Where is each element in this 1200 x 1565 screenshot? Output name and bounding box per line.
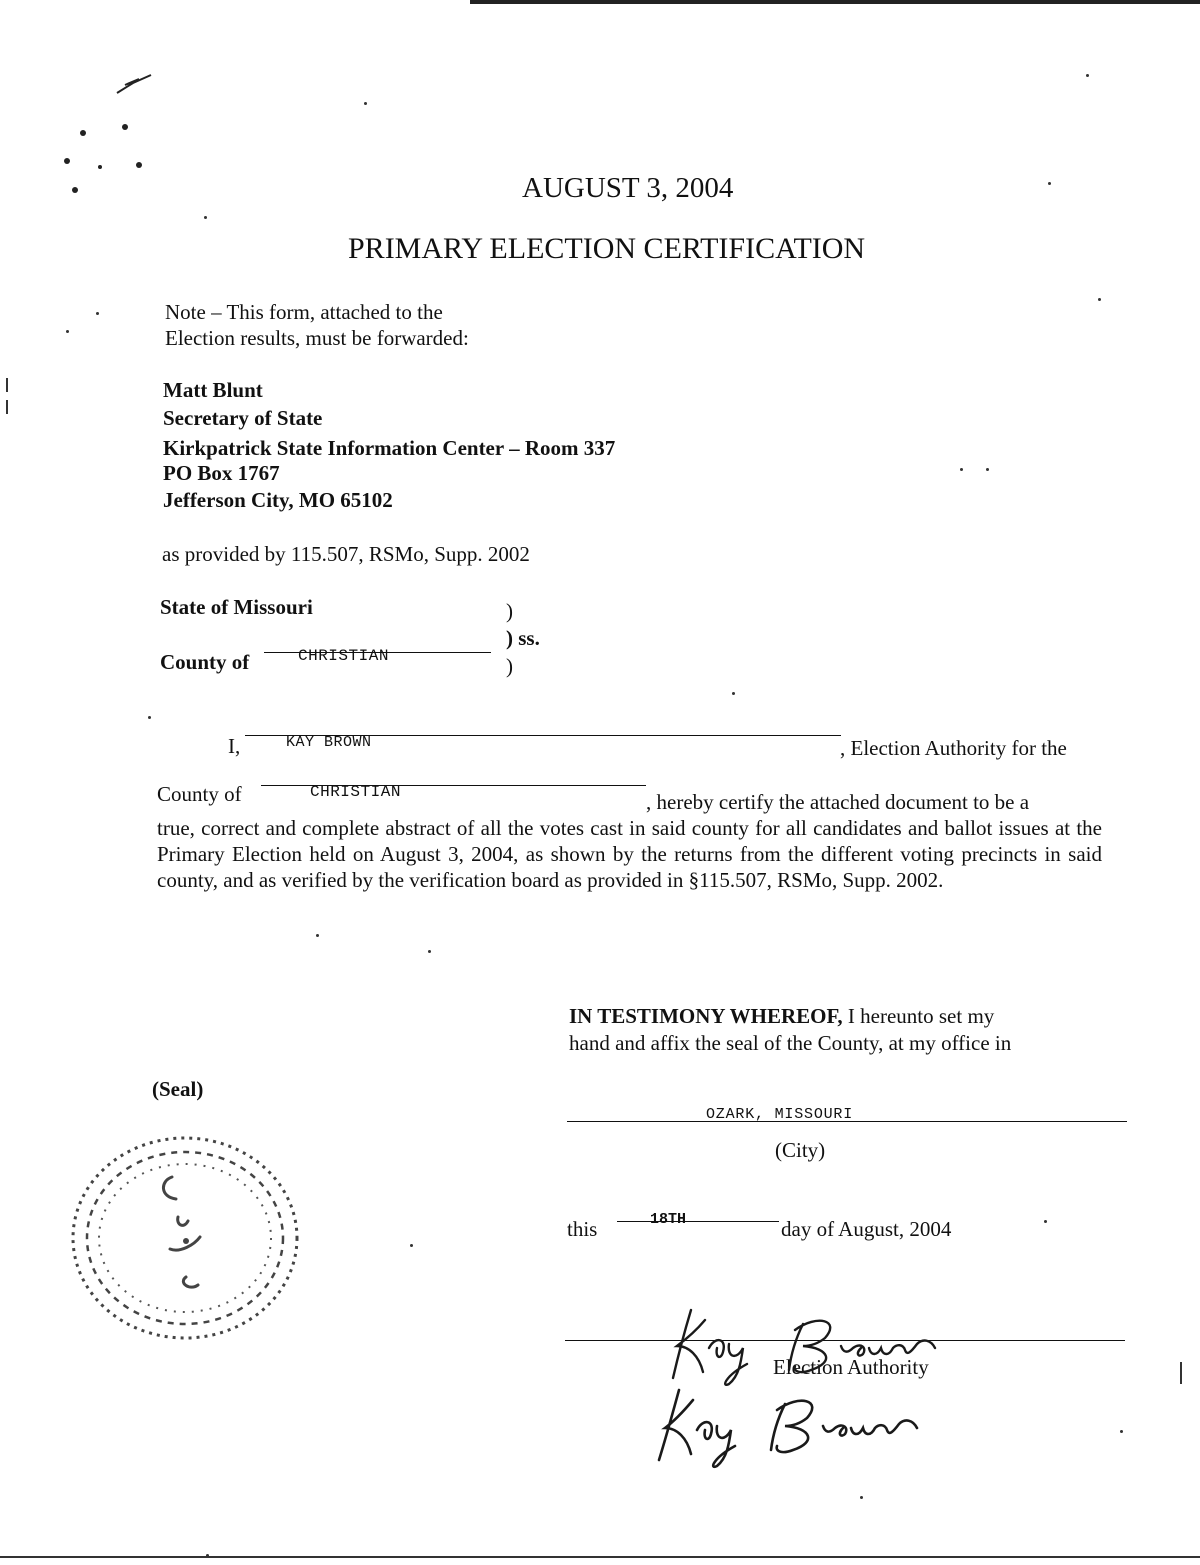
day-value: 18TH <box>650 1211 687 1228</box>
venue-county-label: County of <box>160 650 250 674</box>
testimony-line-1 <box>569 1003 994 1029</box>
signature-lower <box>645 1380 935 1470</box>
address-city: Jefferson City, MO 65102 <box>163 488 393 512</box>
scan-top-edge <box>470 0 1200 4</box>
election-authority-label: Election Authority <box>773 1355 929 1379</box>
day-field <box>617 1221 779 1222</box>
authority-name-value: KAY BROWN <box>286 734 372 751</box>
scan-specks <box>55 65 165 205</box>
certification-body: true, correct and complete abstract of all the votes cast in said county for all candidates and ballot issues at the Primary Election held on August 3, 2004, as shown by the returns from the different voting precincts in said county, and as verified by the verification board as provided in §115.507, RSMo, Supp. 2002. <box>157 816 1102 892</box>
note-line-2: Election results, must be forwarded: <box>165 326 469 350</box>
venue-paren: ) <box>506 599 513 623</box>
venue-county-value: CHRISTIAN <box>298 647 389 665</box>
seal-label: (Seal) <box>152 1077 204 1101</box>
scan-bottom-edge <box>0 1556 1200 1558</box>
document-date: AUGUST 3, 2004 <box>522 172 734 204</box>
document-title: PRIMARY ELECTION CERTIFICATION <box>348 232 866 265</box>
venue-paren: ) <box>506 654 513 678</box>
testimony-lead: IN TESTIMONY WHEREOF, <box>569 1004 843 1028</box>
city-value: OZARK, MISSOURI <box>706 1106 854 1123</box>
city-label: (City) <box>775 1138 826 1162</box>
cert-county-suffix: , hereby certify the attached document to be a <box>646 790 1030 814</box>
venue-ss: ) ss. <box>506 626 540 650</box>
address-po-box: PO Box 1767 <box>163 461 280 485</box>
testimony-rest: I hereunto set my <box>842 1004 995 1028</box>
signature-upper <box>655 1296 955 1386</box>
day-this-label: this <box>567 1217 598 1241</box>
day-suffix: day of August, 2004 <box>781 1217 952 1241</box>
cert-i-label: I, <box>228 734 241 758</box>
county-seal <box>60 1125 310 1355</box>
city-field <box>567 1121 1127 1122</box>
statute-reference: as provided by 115.507, RSMo, Supp. 2002 <box>162 542 530 566</box>
testimony-line-2: hand and affix the seal of the County, at my office in <box>569 1031 1012 1055</box>
venue-state: State of Missouri <box>160 595 313 619</box>
scan-mark <box>1180 1362 1182 1384</box>
authority-suffix: , Election Authority for the <box>840 736 1067 760</box>
cert-county-label: County of <box>157 782 242 806</box>
cert-county-value: CHRISTIAN <box>310 783 401 801</box>
note-line-1: Note – This form, attached to the <box>165 300 443 324</box>
address-office: Secretary of State <box>163 406 323 430</box>
address-name: Matt Blunt <box>163 378 263 402</box>
scan-mark <box>6 400 8 414</box>
scan-mark <box>6 378 8 392</box>
address-building: Kirkpatrick State Information Center – Room 337 <box>163 436 616 460</box>
